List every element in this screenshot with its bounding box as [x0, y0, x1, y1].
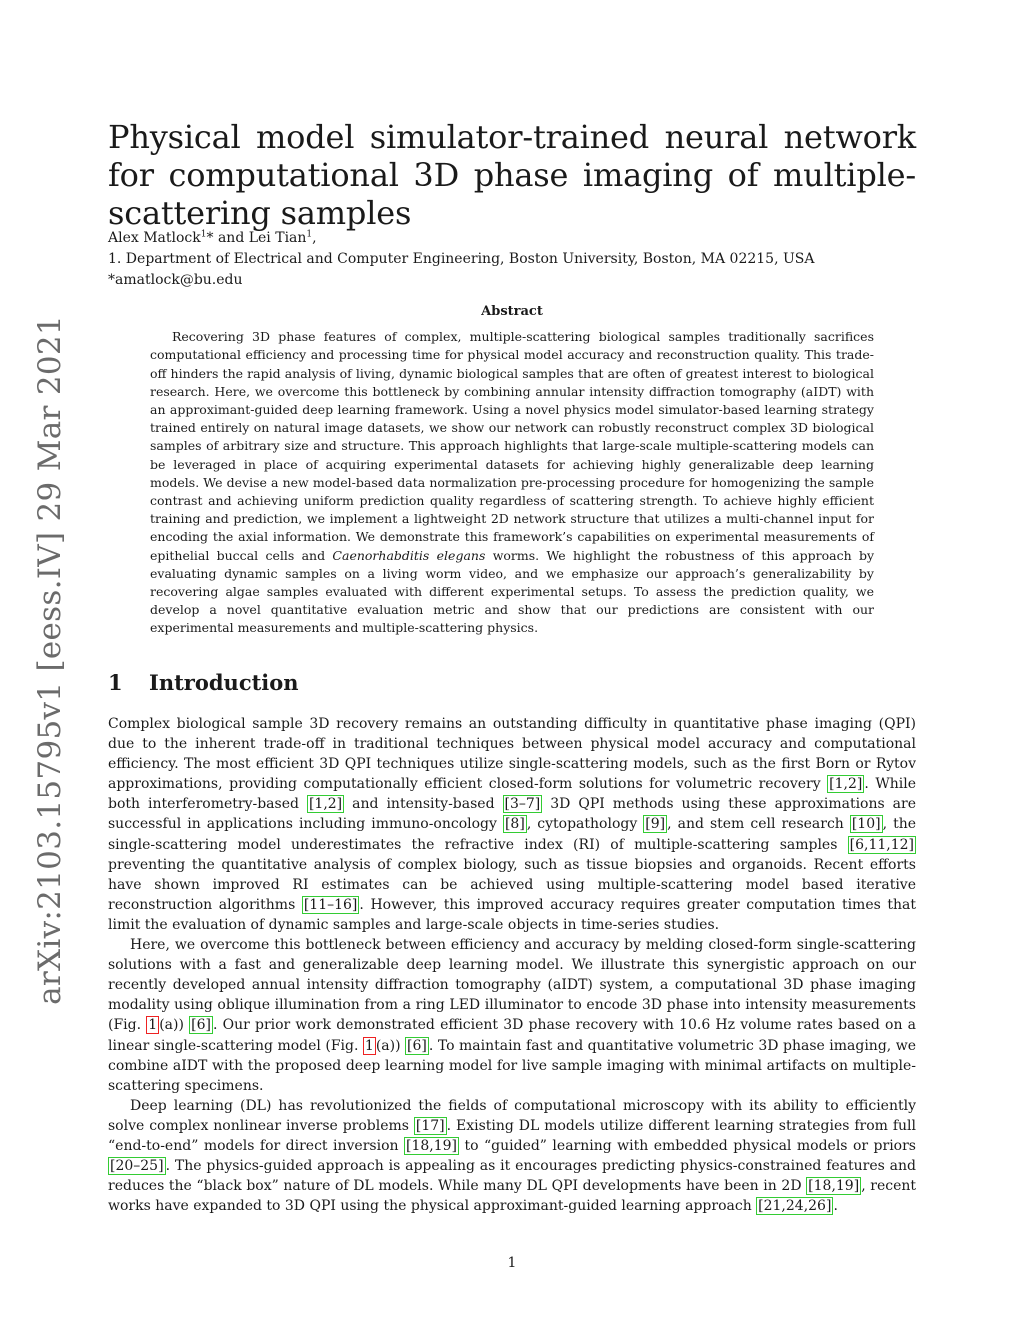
- author-line: Alex Matlock$^1$* and Lei Tian$^1$,: [108, 229, 317, 246]
- citation-link[interactable]: [11–16]: [303, 896, 358, 913]
- section-heading: 1 Introduction: [108, 670, 299, 695]
- citation-link[interactable]: [6]: [191, 1017, 211, 1034]
- abstract-text: Recovering 3D phase features of complex, multiple-scattering biological samples traditionally sacrifices computational efficiency and processing time for physical model accuracy and reconstruction quality. This trade-off hinders the rapid analysis of living, dynamic biological samples that are often of greatest interest to biological research. Here, we overcome this bottleneck by combining annular intensity diffraction tomography (aIDT) with an approximant-guided deep learning framework. Using a novel physics model simulator-based learning strategy trained entirely on natural image datasets, we show our network can robustly reconstruct complex 3D biological samples of arbitrary size and structure. This approach highlights that large-scale multiple-scattering models can be leveraged in place of acquiring experimental datasets for achieving highly generalizable deep learning models. We devise a new model-based data normalization pre-processing procedure for homogenizing the sample contrast and achieving uniform prediction quality regardless of scattering strength. To achieve highly efficient training and prediction, we implement a lightweight 2D network structure that utilizes a multi-channel input for encoding the axial information. We demonstrate this framework’s capabilities on experimental measurements of epithelial buccal cells and Caenorhabditis elegans worms. We highlight the robustness of this approach by evaluating dynamic samples on a living worm video, and we emphasize our approach’s generalizability by recovering algae samples evaluated with different experimental setups. To assess the prediction quality, we develop a novel quantitative evaluation metric and show that our predictions are consistent with our experimental measurements and multiple-scattering physics.: [150, 329, 875, 636]
- intro-paragraph-2: Here, we overcome this bottleneck between efficiency and accuracy by melding closed-form single-scattering solutions with a fast and generalizable deep learning model. We illustrate this synergistic approach on our recently developed annual intensity diffraction tomography (aIDT) system, a computational 3D phase imaging modality using oblique illumination from a ring LED illuminator to encode 3D phase into intensity measurements (Fig. 1 (a)) [6] . Our prior work demonstrated efficient 3D phase recovery with 10.6 Hz volume rates based on a linear single-scattering model (Fig. 1 (a)) [6] . To maintain fast and quantitative volumetric 3D phase imaging, we combine aIDT with the proposed deep learning model for live sample imaging with minimal artifacts on multiple-scattering specimens.: [108, 937, 917, 1094]
- citation-link[interactable]: [3–7]: [504, 796, 541, 813]
- author-block: [108, 228, 916, 291]
- citation-link[interactable]: [18,19]: [808, 1178, 860, 1195]
- figure-link[interactable]: 1: [364, 1037, 374, 1054]
- citation-link[interactable]: [6,11,12]: [849, 836, 914, 853]
- citation-link[interactable]: [10]: [851, 816, 881, 833]
- paper-title: Physical model simulator-trained neural network for computational 3D phase imaging of multiple-scattering samples: [108, 118, 916, 232]
- author-email: *amatlock@bu.edu: [108, 272, 243, 288]
- figure-link[interactable]: 1: [148, 1017, 158, 1034]
- citation-link[interactable]: [18,19]: [405, 1137, 457, 1154]
- abstract-heading: Abstract: [481, 304, 543, 319]
- intro-paragraph-1: Complex biological sample 3D recovery remains an outstanding difficulty in quantitative phase imaging (QPI) due to the inherent trade-off in traditional techniques between physical model accuracy and computational efficiency. The most efficient 3D QPI techniques utilize single-scattering models, such as the first Born or Rytov approximations, providing computationally efficient closed-form solutions for volumetric recovery [1,2] . While both interferometry-based [1,2] and intensity-based [3–7] 3D QPI methods using these approximations are successful in applications including immuno-oncology [8] , cytopathology [9] , and stem cell research [10] , the single-scattering model underestimates the refractive index (RI) of multiple-scattering samples [6,11,12] preventing the quantitative analysis of complex biology, such as tissue biopsies and organoids. Recent efforts have shown improved RI estimates can be achieved using multiple-scattering model based iterative reconstruction algorithms [11–16] . However, this improved accuracy requires greater computation times that limit the evaluation of dynamic samples and large-scale objects in time-series studies.: [108, 716, 916, 933]
- citation-link[interactable]: [21,24,26]: [758, 1198, 832, 1215]
- citation-link[interactable]: [17]: [415, 1117, 445, 1134]
- abstract: [150, 303, 874, 638]
- citation-link[interactable]: [20–25]: [110, 1158, 164, 1175]
- arxiv-identifier: arXiv:2103.15795v1 [eess.IV] 29 Mar 2021: [32, 315, 68, 1005]
- introduction-section: [108, 670, 916, 1216]
- citation-link[interactable]: [9]: [645, 816, 666, 833]
- affiliation: 1. Department of Electrical and Computer Engineering, Boston University, Boston, MA 02215, USA: [108, 251, 815, 267]
- citation-link[interactable]: [6]: [407, 1037, 427, 1054]
- citation-link[interactable]: [1,2]: [308, 796, 343, 813]
- citation-link[interactable]: [1,2]: [829, 776, 863, 793]
- citation-link[interactable]: [8]: [504, 816, 525, 833]
- page-number: 1: [507, 1255, 517, 1271]
- intro-paragraph-3: Deep learning (DL) has revolutionized the fields of computational microscopy with its ability to efficiently solve complex nonlinear inverse problems [17] . Existing DL models utilize different learning strategies from full “end-to-end” models for direct inversion [18,19] to “guided” learning with embedded physical models or priors [20–25] . The physics-guided approach is appealing as it encourages predicting physics-constrained features and reduces the “black box” nature of DL models. While many DL QPI developments have been in 2D [18,19] , recent works have expanded to 3D QPI using the physical approximant-guided learning approach [21,24,26] .: [108, 1097, 917, 1215]
